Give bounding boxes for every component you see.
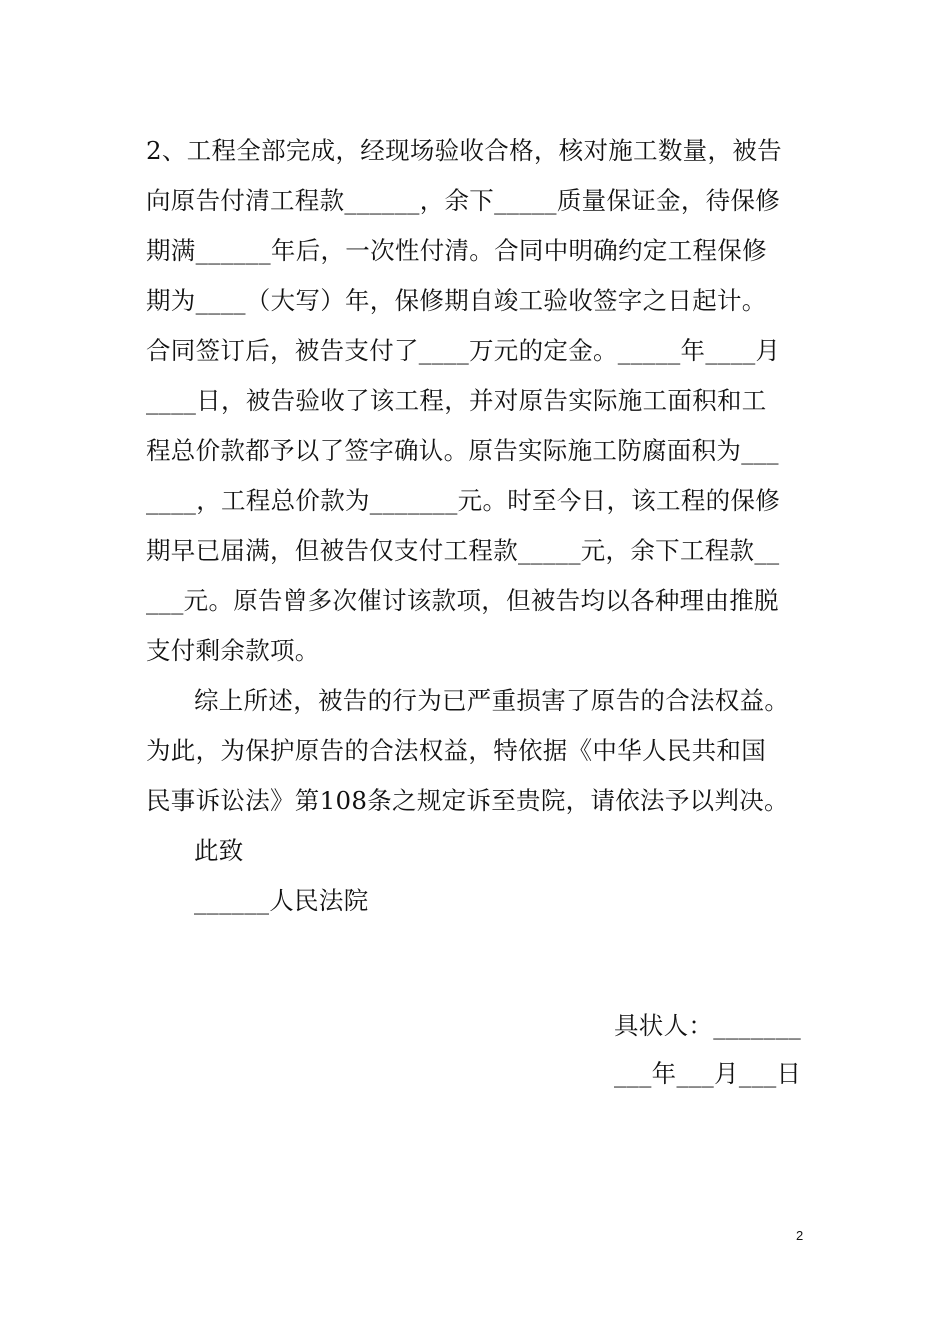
paragraph-line-6: ____日，被告验收了该工程，并对原告实际施工面积和工 — [146, 386, 767, 415]
paragraph-line-4: 期为____（大写）年，保修期自竣工验收签字之日起计。 — [146, 286, 767, 315]
signature-label: 具状人：_______ — [614, 1011, 802, 1040]
conclusion-line-2: 为此，为保护原告的合法权益，特依据《中华人民共和国 — [146, 736, 766, 765]
court-name: ______人民法院 — [194, 886, 369, 915]
paragraph-line-1: 2、工程全部完成，经现场验收合格，核对施工数量，被告 — [146, 136, 782, 165]
conclusion-line-1: 综上所述，被告的行为已严重损害了原告的合法权益。 — [194, 686, 790, 715]
conclusion-line-3: 民事诉讼法》第108条之规定诉至贵院，请依法予以判决。 — [146, 786, 789, 815]
paragraph-line-10: ___元。原告曾多次催讨该款项，但被告均以各种理由推脱 — [146, 586, 779, 615]
paragraph-line-11: 支付剩余款项。 — [146, 636, 320, 665]
page-number: 2 — [796, 1228, 804, 1243]
paragraph-line-8: ____，工程总价款为_______元。时至今日，该工程的保修 — [146, 486, 781, 515]
paragraph-line-5: 合同签订后，被告支付了____万元的定金。_____年____月 — [146, 336, 781, 365]
date-line: ___年___月___日 — [614, 1059, 802, 1088]
paragraph-line-2: 向原告付清工程款______，余下_____质量保证金，待保修 — [146, 186, 781, 215]
paragraph-line-9: 期早已届满，但被告仅支付工程款_____元，余下工程款__ — [146, 536, 780, 565]
paragraph-line-3: 期满______年后，一次性付清。合同中明确约定工程保修 — [146, 236, 767, 265]
paragraph-line-7: 程总价款都予以了签字确认。原告实际施工防腐面积为___ — [146, 436, 779, 465]
salutation: 此致 — [194, 836, 244, 865]
